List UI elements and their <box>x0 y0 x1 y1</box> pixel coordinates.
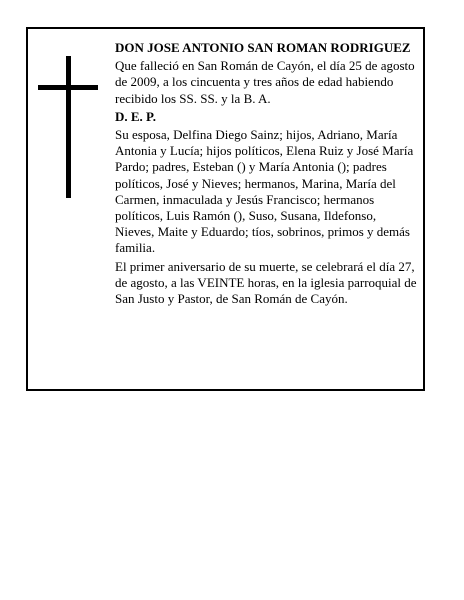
dep-label: D. E. P. <box>115 108 157 124</box>
cross-vertical-bar <box>66 56 71 198</box>
obituary-text <box>115 40 417 309</box>
anniversary-notice: El primer aniversario de su muerte, se celebrará el día 27, de agosto, a las VEINTE horas, en la iglesia parroquial de San Justo y Pastor, de San Román de Cayón. <box>115 258 417 307</box>
family-list: Su esposa, Delfina Diego Sainz; hijos, Adriano, María Antonia y Lucía; hijos políticos, Elena Ruiz y José María Pardo; padres, Esteban () y María Antonia (); padres políticos, José y Nieves; hermanos, Marina, María del Carmen, inmaculada y Jesús Francisco; hermanos políticos, Luis Ramón (), Suso, Susana, Ildefonso, Nieves, Maite y Eduardo; tíos, sobrinos, primos y demás familia. <box>115 127 414 256</box>
cross-horizontal-bar <box>38 85 98 90</box>
deceased-name: DON JOSE ANTONIO SAN ROMAN RODRIGUEZ <box>115 40 411 55</box>
cross-icon <box>38 56 98 198</box>
obituary-notice <box>26 27 425 391</box>
death-notice: Que falleció en San Román de Cayón, el día 25 de agosto de 2009, a los cincuenta y tres años de edad habiendo recibido los SS. SS. y la B. A. <box>115 58 415 106</box>
